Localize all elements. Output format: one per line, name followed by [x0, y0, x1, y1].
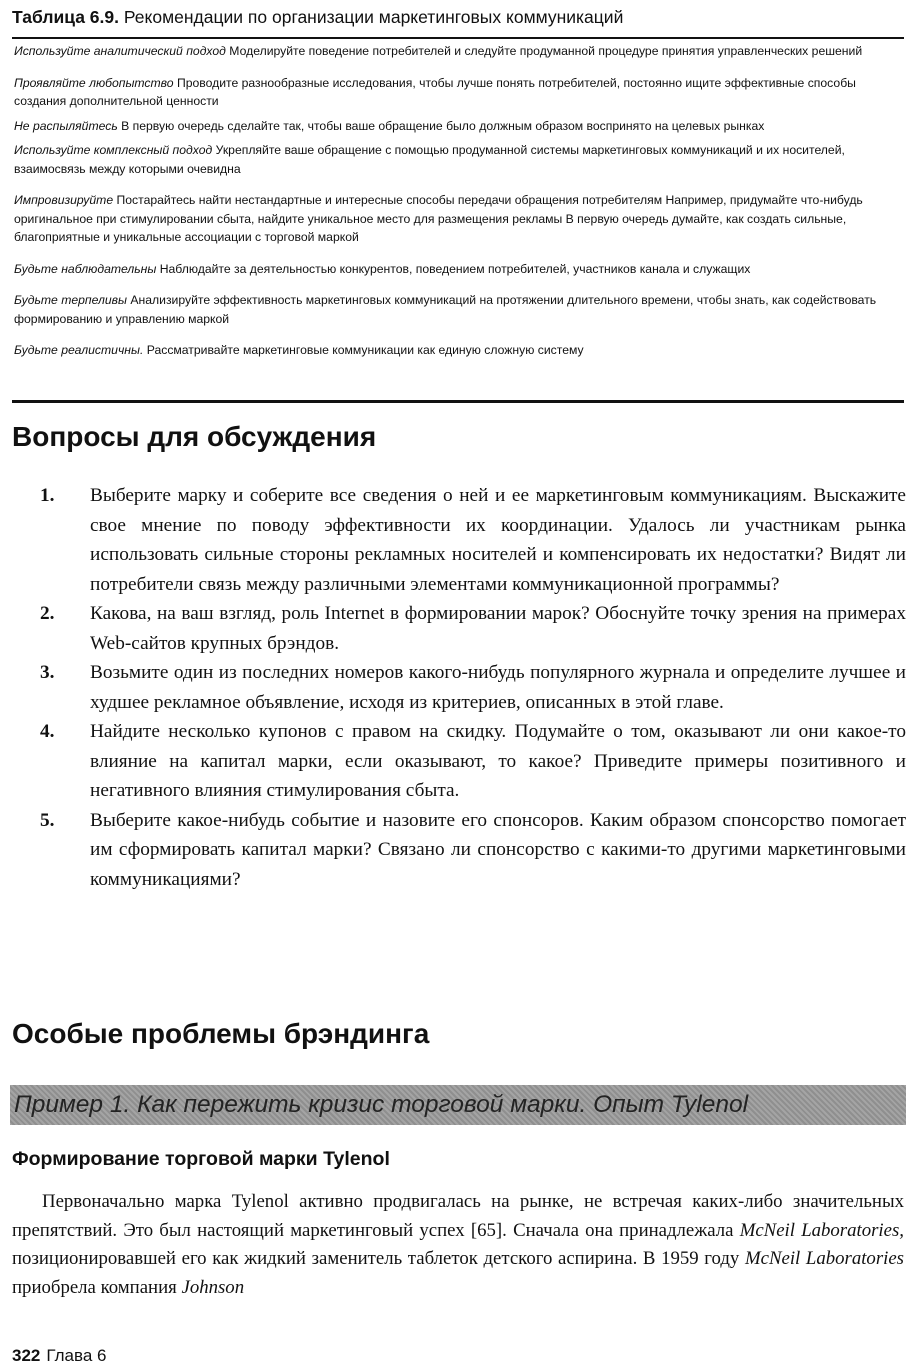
table-row — [14, 42, 896, 61]
table-row — [14, 341, 896, 360]
page-footer — [12, 1345, 106, 1367]
question-text: Возьмите один из последних номеров какого-нибудь популярного журнала и определите лучшее и худшее рекламное объявление, исходя из критериев, описанных в этой главе. — [90, 662, 906, 713]
table-bottom-rule — [12, 400, 904, 403]
questions-heading: Вопросы для обсуждения — [12, 421, 377, 452]
company-name: Johnson — [181, 1276, 245, 1298]
table-row — [14, 74, 896, 111]
list-item — [40, 599, 906, 658]
table-label: Таблица 6.9. — [12, 7, 119, 27]
company-name: McNeil Laboratories, — [739, 1219, 904, 1241]
table-top-rule — [12, 37, 904, 39]
table-row — [14, 117, 896, 136]
list-item — [40, 658, 906, 717]
row-lead: Будьте терпеливы — [14, 293, 127, 307]
row-lead: Используйте комплексный подход — [14, 143, 213, 157]
company-name: McNeil Laboratories — [744, 1248, 904, 1269]
section-heading: Особые проблемы брэндинга — [12, 1018, 430, 1049]
list-item — [40, 806, 906, 895]
table-body — [14, 42, 896, 373]
chapter-label: Глава 6 — [46, 1346, 107, 1365]
question-text: Выберите какое-нибудь событие и назовите его спонсоров. Каким образом спонсорство помогает им сформировать капитал марки? Связано ли спонсорство с какими-то другими маркетинговыми коммуникациями? — [90, 809, 906, 890]
row-lead: Проявляйте любопытство — [14, 75, 174, 90]
table-row — [14, 141, 896, 178]
table-row — [14, 191, 896, 247]
row-text: Наблюдайте за деятельностью конкурентов, поведением потребителей, участников канала и служащих — [159, 261, 751, 276]
body-paragraph — [12, 1188, 904, 1302]
row-text: Постарайтесь найти нестандартные и интересные способы передачи обращения потребителям Например, придумайте что-нибудь оригинальное при стимулировании сбыта, найдите уникальное место для размещения рекламы В первую очередь думайте, как создать сильные, благоприятные и уникальные ассоциации с торговой маркой — [14, 193, 863, 244]
example-banner: Пример 1. Как пережить кризис торговой марки. Опыт Tylenol — [10, 1085, 906, 1125]
question-number: 4. — [40, 721, 55, 742]
row-text: Анализируйте эффективность маркетинговых коммуникаций на протяжении длительного времени, чтобы знать, как содействовать формированию и управлению маркой — [14, 293, 877, 326]
question-number: 2. — [40, 603, 55, 624]
question-number: 3. — [40, 662, 55, 683]
row-text: Укрепляйте ваше обращение с помощью продуманной системы маркетинговых коммуникаций и их носителей, взаимосвязь между которыми очевидна — [14, 143, 845, 176]
row-text: Моделируйте поведение потребителей и следуйте продуманной процедуре принятия управленческих решений — [229, 44, 863, 58]
table-row — [14, 260, 896, 279]
subsection-heading: Формирование торговой марки Tylenol — [12, 1148, 390, 1170]
table-title: Рекомендации по организации маркетинговых коммуникаций — [123, 7, 624, 27]
paragraph-text: Первоначально марка Tylenol активно продвигалась на рынке, не встречая каких-либо значительных препятствий. Это был настоящий маркетинговый успех [65]. Сначала она принадлежала — [12, 1191, 904, 1241]
question-text: Какова, на ваш взгляд, роль Internet в формировании марок? Обоснуйте точку зрения на примерах Web-сайтов крупных брэндов. — [90, 603, 906, 654]
paragraph-text: приобрела компания — [12, 1276, 182, 1298]
row-text: Проводите разнообразные исследования, чтобы лучше понять потребителей, постоянно ищите эффективные способы создания дополнительной ценности — [14, 75, 856, 108]
page-number: 322 — [12, 1346, 41, 1365]
row-text: Рассматривайте маркетинговые коммуникации как единую сложную систему — [146, 343, 584, 357]
table-caption — [12, 6, 902, 28]
table-row — [14, 291, 896, 328]
row-lead: Будьте наблюдательны — [14, 261, 157, 276]
question-number: 5. — [40, 809, 55, 831]
row-lead: Импровизируйте — [14, 193, 114, 207]
list-item — [40, 481, 906, 599]
question-number: 1. — [40, 485, 55, 506]
row-lead: Не распыляйтесь — [14, 118, 118, 133]
question-text: Найдите несколько купонов с правом на скидку. Подумайте о том, оказывают ли они какое-то влияние на капитал марки, если оказывают, то какое? Приведите примеры позитивного и негативного влияния стимулирования сбыта. — [90, 721, 906, 801]
row-lead: Будьте реалистичны. — [14, 343, 144, 357]
list-item — [40, 717, 906, 806]
question-text: Выберите марку и соберите все сведения о ней и ее маркетинговым коммуникациям. Выскажите свое мнение по поводу эффективности их координации. Удалось ли участникам рынка использовать сильные стороны рекламных носителей и компенсировать их недостатки? Видят ли потребители связь между различными элементами коммуникационной программы? — [90, 485, 906, 595]
row-lead: Используйте аналитический подход — [14, 44, 226, 58]
paragraph-text: позиционировавшей его как жидкий заменитель таблеток детского аспирина. В 1959 году — [12, 1248, 745, 1269]
row-text: В первую очередь сделайте так, чтобы ваше обращение было должным образом воспринято на целевых рынках — [121, 118, 765, 133]
questions-list — [40, 481, 906, 894]
